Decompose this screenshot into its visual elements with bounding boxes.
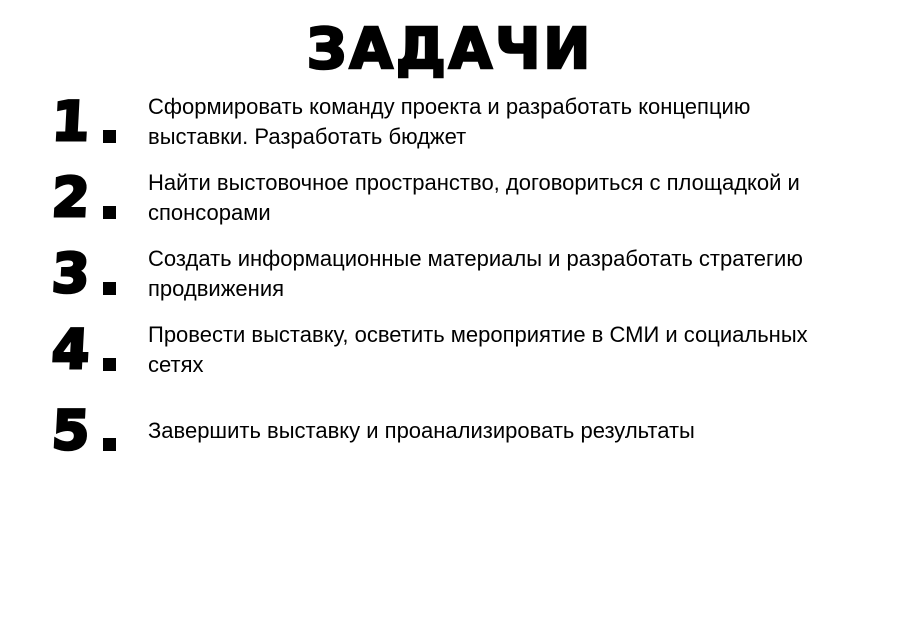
task-number-block-2 (50, 166, 148, 230)
task-text-3: Создать информационные материалы и разработать стратегию продвижения (148, 246, 803, 301)
task-text-5: Завершить выставку и проанализировать результаты (148, 417, 695, 443)
task-number-block-3 (50, 242, 148, 306)
square-period-icon (103, 358, 116, 371)
square-period-icon (103, 130, 116, 143)
task-number-block-4 (50, 318, 148, 382)
task-row-2 (52, 168, 860, 228)
task-number-3: 3 (50, 242, 92, 306)
task-number-block-5 (50, 399, 148, 462)
task-number-block-1 (50, 90, 148, 154)
task-number-5: 5 (50, 399, 92, 462)
task-row-1 (52, 92, 860, 152)
task-text-2: Найти выстовочное пространство, договориться с площадкой и спонсорами (148, 170, 800, 225)
square-period-icon (103, 206, 116, 219)
task-number-4: 4 (50, 318, 92, 382)
task-row-3 (52, 244, 860, 304)
square-period-icon (103, 282, 116, 295)
task-number-1: 1 (50, 90, 92, 154)
task-row-5 (50, 399, 860, 462)
task-row-4 (52, 320, 860, 380)
task-list (50, 90, 860, 462)
task-text-4: Провести выставку, осветить мероприятие в СМИ и социальных сетях (148, 322, 808, 377)
task-number-2: 2 (50, 166, 92, 230)
square-period-icon (103, 438, 116, 451)
task-text-1: Сформировать команду проекта и разработать концепцию выставки. Разработать бюджет (148, 94, 751, 149)
page-title: ЗАДАЧИ (306, 17, 594, 82)
